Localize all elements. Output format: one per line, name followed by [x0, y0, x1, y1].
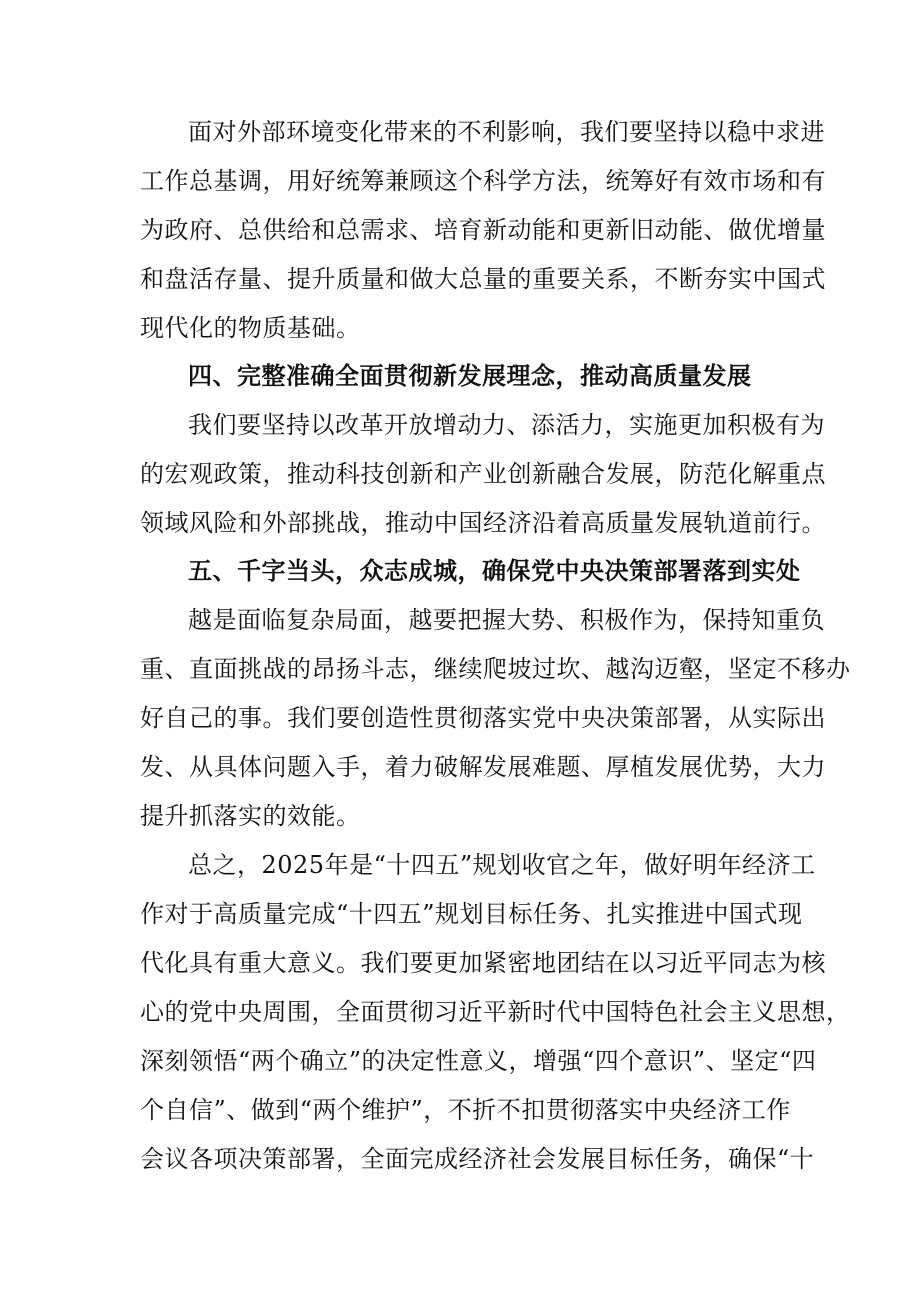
paragraph-3-line-1: 越是面临复杂局面，越要把握大势、积极作为，保持知重负 — [188, 606, 825, 634]
paragraph-3-line-2: 重、直面挑战的昂扬斗志，继续爬坡过坎、越沟迈壑，坚定不移办 — [140, 655, 851, 683]
paragraph-1-line-5: 现代化的物质基础。 — [140, 314, 361, 342]
paragraph-3-line-5: 提升抓落实的效能。 — [140, 802, 361, 830]
paragraph-4-line-6: 个自信”、做到“两个维护”，不折不扣贯彻落实中央经济工作 — [140, 1096, 791, 1124]
paragraph-4-line-3: 代化具有重大意义。我们要更加紧密地团结在以习近平同志为核 — [140, 949, 826, 977]
paragraph-3-line-4: 发、从具体问题入手，着力破解发展难题、厚植发展优势，大力 — [140, 753, 826, 781]
paragraph-4-line-4: 心的党中央周围，全面贯彻习近平新时代中国特色社会主义思想， — [140, 998, 851, 1026]
paragraph-4-line-1: 总之，2025年是“十四五”规划收官之年，做好明年经济工 — [188, 851, 816, 879]
paragraph-2-line-1: 我们要坚持以改革开放增动力、添活力，实施更加积极有为 — [188, 411, 825, 439]
section-heading-4: 四、完整准确全面贯彻新发展理念，推动高质量发展 — [188, 362, 752, 390]
paragraph-1-line-3: 为政府、总供给和总需求、培育新动能和更新旧动能、做优增量 — [140, 216, 826, 244]
paragraph-4-line-5: 深刻领悟“两个确立”的决定性意义，增强“四个意识”、坚定“四 — [140, 1047, 817, 1075]
paragraph-1-line-1: 面对外部环境变化带来的不利影响，我们要坚持以稳中求进 — [188, 118, 825, 146]
paragraph-4-line-7: 会议各项决策部署，全面完成经济社会发展目标任务，确保“十 — [140, 1145, 815, 1173]
paragraph-2-line-3: 领域风险和外部挑战，推动中国经济沿着高质量发展轨道前行。 — [140, 509, 826, 537]
paragraph-1-line-2: 工作总基调，用好统筹兼顾这个科学方法，统筹好有效市场和有 — [140, 167, 826, 195]
section-heading-5: 五、千字当头，众志成城，确保党中央决策部署落到实处 — [188, 557, 801, 585]
paragraph-1-line-4: 和盘活存量、提升质量和做大总量的重要关系，不断夯实中国式 — [140, 265, 826, 293]
paragraph-4-line-2: 作对于高质量完成“十四五”规划目标任务、扎实推进中国式现 — [140, 900, 803, 928]
paragraph-2-line-2: 的宏观政策，推动科技创新和产业创新融合发展，防范化解重点 — [140, 460, 826, 488]
paragraph-3-line-3: 好自己的事。我们要创造性贯彻落实党中央决策部署，从实际出 — [140, 704, 826, 732]
